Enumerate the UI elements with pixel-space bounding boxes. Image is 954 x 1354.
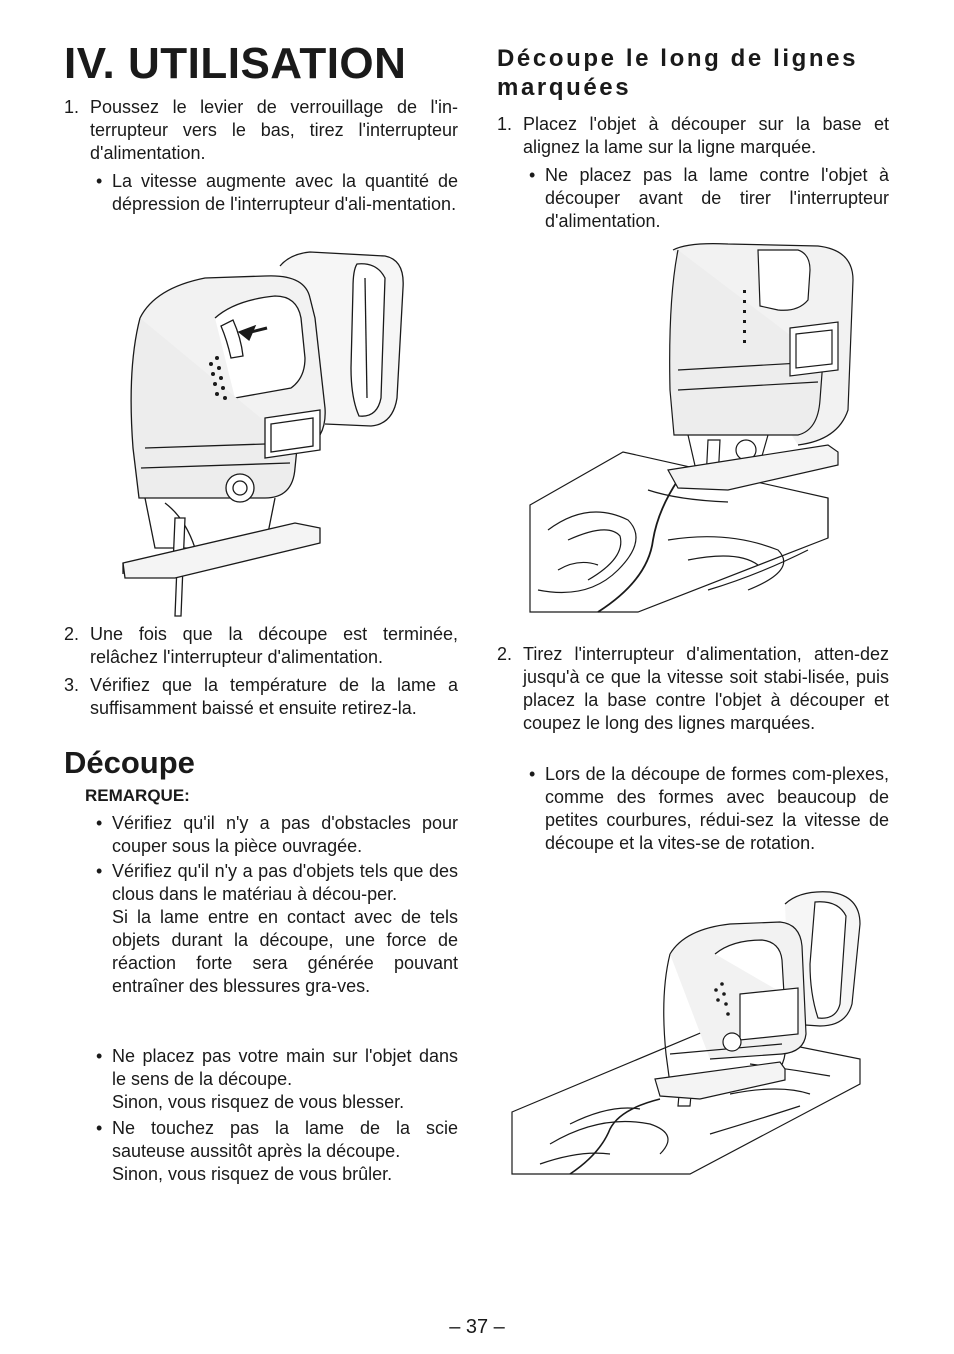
step-number: 3. bbox=[64, 675, 80, 695]
bullet-marker: • bbox=[529, 764, 536, 784]
note-label: REMARQUE: bbox=[85, 786, 190, 805]
bullet-marker: • bbox=[96, 1118, 103, 1138]
step-number: 2. bbox=[497, 644, 513, 664]
step-2 bbox=[64, 623, 458, 669]
step-1-bullet bbox=[64, 170, 458, 216]
step-text: Vérifiez que la température de la lame a suffisamment baissé et ensuite retirez-la. bbox=[90, 675, 458, 718]
bullet-marker: • bbox=[96, 861, 103, 881]
bullet-extra-text: Sinon, vous risquez de vous brûler. bbox=[112, 1164, 393, 1184]
note-bullet-3 bbox=[64, 1045, 458, 1114]
step-text: Tirez l'interrupteur d'alimentation, atten-dez jusqu'à ce que la vitesse soit stabi-lisée, puis placez la base contre l'objet à découper et coupez le long des lignes marquées. bbox=[523, 644, 889, 733]
step-text: Placez l'objet à découper sur la base et alignez la lame sur la ligne marquée. bbox=[523, 114, 889, 157]
bullet-text: Ne placez pas la lame contre l'objet à découper avant de tirer l'interrupteur d'alimentation. bbox=[545, 165, 889, 231]
jigsaw-switch-illustration bbox=[115, 248, 415, 618]
page-number: – 37 – bbox=[449, 1316, 505, 1338]
bullet-marker: • bbox=[96, 813, 103, 833]
step-3 bbox=[64, 674, 458, 720]
note-bullet-4 bbox=[64, 1117, 458, 1186]
bullet-marker: • bbox=[96, 1046, 103, 1066]
section-title-marked-lines: Découpe le long de lignes marquées bbox=[497, 45, 859, 101]
bullet-text: Lors de la découpe de formes com-plexes, comme des formes avec beaucoup de petites courbures, rédui-sez la vitesse de découpe et la vites-se de rotation. bbox=[545, 764, 889, 853]
bullet-extra-text: Sinon, vous risquez de vous blesser. bbox=[112, 1092, 405, 1112]
jigsaw-curve-cutting-illustration bbox=[510, 884, 865, 1176]
step-number: 1. bbox=[64, 97, 80, 117]
jigsaw-on-marked-line-illustration bbox=[528, 240, 858, 615]
step-text: Poussez le levier de verrouillage de l'in-terrupteur vers le bas, tirez l'interrupteur d'alimentation. bbox=[90, 97, 458, 163]
note-bullet-1 bbox=[64, 812, 458, 858]
page-title: IV. UTILISATION bbox=[64, 39, 407, 88]
note-bullet-2 bbox=[64, 860, 458, 998]
step-text: Une fois que la découpe est terminée, relâchez l'interrupteur d'alimentation. bbox=[90, 624, 458, 667]
step-1 bbox=[64, 96, 458, 165]
section-title-decoupe: Découpe bbox=[64, 745, 195, 780]
bullet-text: Vérifiez qu'il n'y a pas d'objets tels que des clous dans le matériau à décou-per. bbox=[112, 861, 458, 904]
marked-step-1-bullet bbox=[497, 164, 889, 233]
marked-step-2 bbox=[497, 643, 889, 735]
step-number: 2. bbox=[64, 624, 80, 644]
bullet-marker: • bbox=[96, 171, 103, 191]
bullet-extra-text: Si la lame entre en contact avec de tels objets durant la découpe, une force de réaction forte sera générée pouvant entraîner des blessures gra-ves. bbox=[112, 907, 458, 996]
marked-step-2-bullet bbox=[497, 763, 889, 855]
bullet-text: La vitesse augmente avec la quantité de dépression de l'interrupteur d'ali-mentation. bbox=[112, 171, 458, 214]
bullet-marker: • bbox=[529, 165, 536, 185]
step-number: 1. bbox=[497, 114, 513, 134]
bullet-text: Ne touchez pas la lame de la scie sauteuse aussitôt après la découpe. bbox=[112, 1118, 458, 1161]
bullet-text: Vérifiez qu'il n'y a pas d'obstacles pour couper sous la pièce ouvragée. bbox=[112, 813, 458, 856]
bullet-text: Ne placez pas votre main sur l'objet dans le sens de la découpe. bbox=[112, 1046, 458, 1089]
marked-step-1 bbox=[497, 113, 889, 159]
